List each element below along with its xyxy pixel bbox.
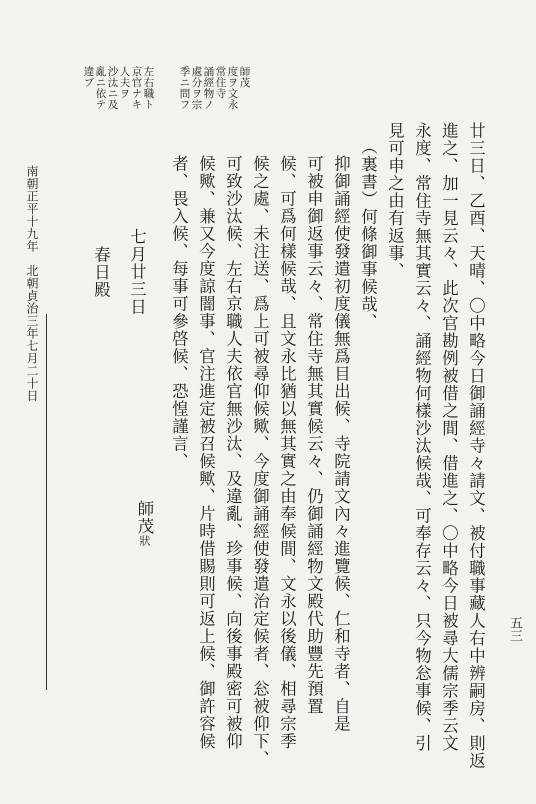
note-column: 京官ナキ <box>130 66 143 110</box>
sender-name: 師茂 <box>135 500 154 535</box>
body-column: 可被申御返事云々、常住寺無其實候云々、仍御誦經物文殿代助豐先預置 <box>304 155 324 715</box>
letter-date: 七月廿三日 <box>127 228 147 316</box>
sender-suffix: 狀 <box>138 535 151 548</box>
note-column: 誦經物ノ <box>202 66 215 110</box>
letter-addressee: 春日殿 <box>91 246 111 299</box>
body-column: 候、可爲何樣候哉、且文永比猶以無其實之由奉候間、文永以後儀、相尋宗季 <box>277 155 297 750</box>
body-column: 永度、常住寺無其實云々、誦經物何樣沙汰候哉、可奉存云々、只今物忩事候、引 <box>412 122 432 752</box>
note-column: 師茂 <box>238 66 251 88</box>
body-column: 廿三日、乙酉、天晴、〇中略今日御誦經寺々請文、被付職事藏人右中辨嗣房、則返 <box>466 122 486 770</box>
body-column: 者、畏入候、每事可參啓候、恐惶謹言、 <box>169 155 189 470</box>
note-column: 沙汰ニ及 <box>106 66 119 110</box>
running-header <box>24 165 41 402</box>
body-column: （裏書）何條御事候哉、 <box>358 138 378 331</box>
note-column: 人夫ヲ <box>118 66 131 99</box>
header-era: 南朝正平十九年 <box>25 165 39 253</box>
note-column: 違ブ <box>82 66 95 88</box>
body-column: 見可申之由有返事、 <box>385 122 405 280</box>
header-rule <box>46 314 47 690</box>
note-column: 處分ヲ宗 <box>190 66 203 110</box>
note-column: 左右職ト <box>142 66 155 110</box>
body-column: 可致沙汰候、左右京職人夫依官無沙汰、及違亂、珍事候、向後事殿密可被仰 <box>223 155 243 750</box>
note-column: 亂ニ依テ <box>94 66 107 110</box>
body-column: 抑御誦經使發遣初度儀無爲目出候、寺院請文內々進覽候、仁和寺者、自是 <box>331 155 351 733</box>
letter-sender <box>132 500 156 547</box>
body-column: 進之、加一見云々、此次官勘例被借之間、借進之、〇中略今日被尋大儒宗季云文 <box>439 122 459 752</box>
header-date: 北朝貞治三年七月二十日 <box>25 264 39 402</box>
body-column: 候之處、未注送、爲上可被尋仰候歟、今度御誦經使發遣治定候者、忩被仰下、 <box>250 155 270 768</box>
note-column: 常住寺 <box>214 66 227 99</box>
note-column: 季ニ問フ <box>178 66 191 110</box>
page-number: 五三 <box>507 616 522 642</box>
body-column: 候歟、兼又今度諒闇事、官注進定被召候歟、片時借賜則可返上候、御許容候 <box>196 155 216 750</box>
note-column: 度ヲ文永 <box>226 66 239 110</box>
